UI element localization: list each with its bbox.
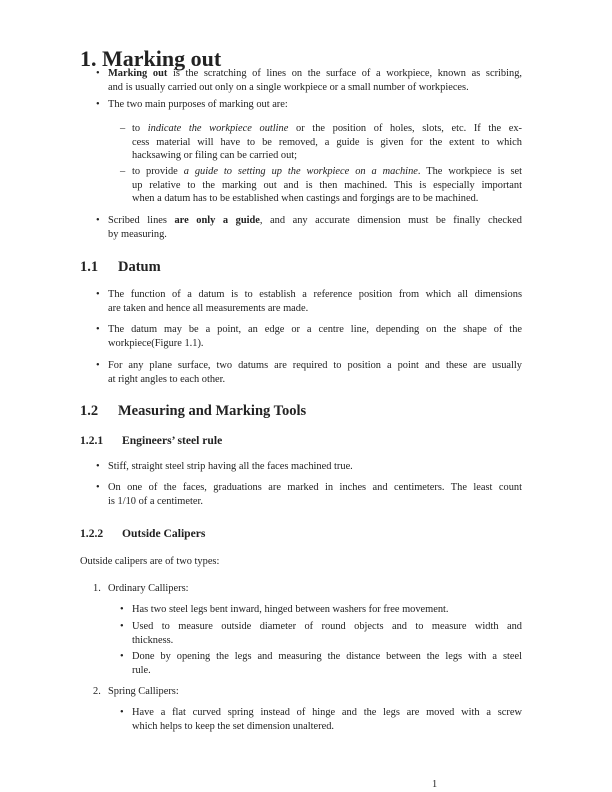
text: workpiece(Figure 1.1). [108, 337, 204, 349]
subitem-outline [132, 122, 522, 163]
section-number: 1.1 [80, 259, 99, 275]
text: to provide [132, 166, 184, 177]
subsection-number: 1.2.1 [80, 434, 104, 447]
text: Scribed lines [108, 215, 175, 226]
bullet: • [96, 215, 100, 226]
list-number: 1. [93, 583, 101, 594]
bullet: • [96, 360, 100, 371]
text: Stiff, straight steel strip having all the faces machined true. [108, 461, 353, 472]
page-number: 1 [432, 779, 438, 790]
text: to [132, 123, 148, 134]
bullet: • [120, 707, 124, 718]
calipers-intro: Outside calipers are of two types: [80, 556, 220, 567]
text: up relative to the marking out and is then machined. This is especially important [132, 179, 522, 191]
text: and is usually carried out only on a single workpiece or a small number of workpieces. [108, 81, 469, 93]
section-title: Measuring and Marking Tools [118, 403, 307, 419]
dash: – [120, 123, 126, 134]
italic-term: a guide to setting up the workpiece on a machine [183, 166, 418, 177]
subsection-heading-calipers [80, 527, 205, 540]
text: Done by opening the legs and measuring the distance between the legs with a steel [132, 651, 522, 662]
bullet: • [96, 324, 100, 335]
bold-term: are only a guide [174, 215, 260, 226]
list-number: 2. [93, 686, 101, 697]
text: The function of a datum is to establish a reference position from which all dimensions [108, 289, 522, 300]
list-item-label: Ordinary Callipers: [108, 583, 189, 594]
text: . The workpiece is set [417, 166, 522, 177]
list-item [132, 603, 522, 617]
paragraph-rule-graduations [108, 481, 522, 508]
text: For any plane surface, two datums are required to position a point and these are usually [108, 360, 522, 371]
bullet: • [96, 68, 100, 79]
text: The two main purposes of marking out are: [108, 99, 288, 110]
paragraph-purposes [108, 98, 522, 112]
bullet: • [120, 621, 124, 632]
text: which helps to keep the set dimension unaltered. [132, 720, 334, 732]
subsection-title: Outside Calipers [122, 527, 206, 540]
bullet: • [96, 461, 100, 472]
paragraph-datum-plane [108, 359, 522, 386]
list-item [132, 706, 522, 733]
text: The datum may be a point, an edge or a centre line, depending on the shape of the [108, 324, 522, 335]
subsection-heading-steel-rule [80, 434, 222, 447]
text: is the scratching of lines on the surface of a workpiece, known as scribing, [167, 68, 522, 79]
chapter-title: 1. Marking out [80, 46, 222, 71]
paragraph-datum-function [108, 288, 522, 315]
text: are taken and hence all measurements are made. [108, 302, 309, 314]
section-number: 1.2 [80, 403, 99, 419]
bullet: • [120, 604, 124, 615]
section-heading-datum [80, 259, 161, 276]
text: thickness. [132, 634, 174, 646]
italic-term: indicate the workpiece outline [147, 123, 289, 134]
paragraph-rule-strip [108, 460, 522, 474]
text: or the position of holes, slots, etc. If the ex- [288, 123, 523, 134]
section-title: Datum [118, 259, 161, 275]
bullet: • [96, 482, 100, 493]
list-item [132, 650, 522, 677]
bullet: • [96, 289, 100, 300]
section-heading-tools [80, 403, 306, 420]
text: , and any accurate dimension must be finally checked [259, 215, 523, 226]
text: is 1/10 of a centimeter. [108, 495, 203, 507]
list-item-label: Spring Callipers: [108, 686, 179, 697]
list-item [132, 620, 522, 647]
text: by measuring. [108, 228, 167, 240]
text: when a datum has to be established when castings and forgings are to be machined. [132, 193, 479, 205]
subsection-title: Engineers’ steel rule [122, 434, 223, 447]
paragraph-marking-out-definition [108, 67, 522, 94]
text: hacksawing or filing can be carried out; [132, 150, 298, 162]
text: at right angles to each other. [108, 373, 226, 385]
text: Has two steel legs bent inward, hinged between washers for free movement. [132, 604, 449, 615]
text: On one of the faces, graduations are marked in inches and centimeters. The least count [108, 482, 522, 493]
text: rule. [132, 664, 151, 676]
text: Have a flat curved spring instead of hinge and the legs are moved with a screw [132, 707, 522, 718]
dash: – [120, 166, 126, 177]
paragraph-scribed-lines [108, 214, 522, 241]
text: Used to measure outside diameter of round objects and to measure width and [132, 621, 522, 632]
subitem-guide [132, 165, 522, 206]
bullet: • [96, 99, 100, 110]
bullet: • [120, 651, 124, 662]
subsection-number: 1.2.2 [80, 527, 104, 540]
text: cess material will have to be removed, a guide is given for the extent to which [132, 136, 522, 148]
bold-term: Marking out [108, 68, 168, 79]
paragraph-datum-types [108, 323, 522, 350]
